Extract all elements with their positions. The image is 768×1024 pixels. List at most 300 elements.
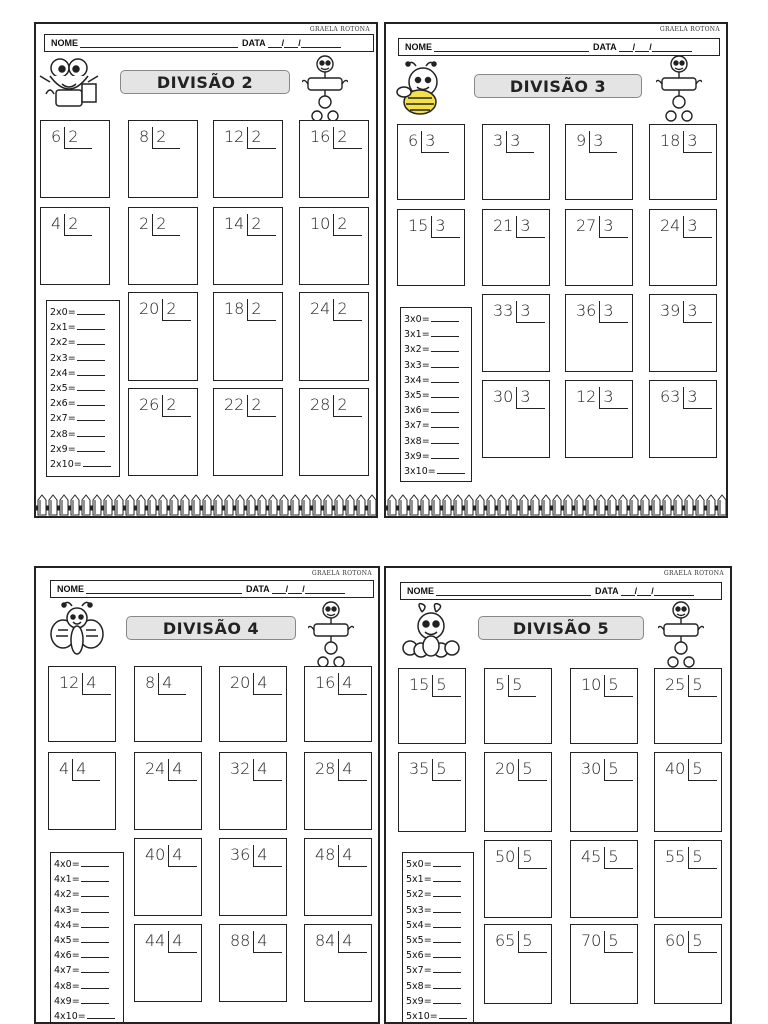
table-row xyxy=(406,918,470,933)
divisor: 4 xyxy=(253,931,281,953)
dividend: 27 xyxy=(576,216,597,235)
robot-girl-icon xyxy=(38,54,100,115)
division-problem-box[interactable] xyxy=(397,124,465,200)
dividend: 88 xyxy=(230,931,251,950)
table-row-label: 4x3= xyxy=(54,904,80,916)
answer-line[interactable] xyxy=(437,465,465,474)
date-month-line[interactable] xyxy=(281,38,298,48)
division-problem-box[interactable] xyxy=(304,666,372,742)
dividend: 15 xyxy=(409,675,430,694)
table-row xyxy=(54,903,120,918)
dividend: 30 xyxy=(493,387,514,406)
division-expression xyxy=(495,931,547,953)
multiplication-table xyxy=(400,307,472,482)
table-row xyxy=(50,381,116,396)
divisor: 4 xyxy=(72,759,100,781)
table-row-label: 5x3= xyxy=(406,904,432,916)
answer-line[interactable] xyxy=(431,313,459,322)
table-row-label: 5x2= xyxy=(406,889,432,901)
name-line[interactable] xyxy=(436,586,591,596)
robot-answer-icon xyxy=(656,54,702,129)
division-expression xyxy=(310,395,362,417)
division-problem-box[interactable] xyxy=(299,207,369,285)
divisor: 2 xyxy=(333,299,361,321)
dividend: 8 xyxy=(139,127,150,146)
division-problem-box[interactable] xyxy=(219,752,287,830)
division-problem-box[interactable] xyxy=(134,666,202,742)
division-problem-box[interactable] xyxy=(219,924,287,1002)
dividend: 48 xyxy=(315,845,336,864)
answer-line[interactable] xyxy=(439,1010,467,1019)
dividend: 39 xyxy=(660,301,681,320)
table-row-label: 3x2= xyxy=(404,344,430,356)
dividend: 3 xyxy=(493,131,504,150)
dividend: 5 xyxy=(495,675,506,694)
division-problem-box[interactable] xyxy=(134,752,202,830)
answer-line[interactable] xyxy=(433,919,461,928)
answer-line[interactable] xyxy=(81,919,109,928)
pencil-border-decoration xyxy=(386,494,726,516)
dividend: 20 xyxy=(230,673,251,692)
table-row xyxy=(50,351,116,366)
date-label: DATA xyxy=(246,584,270,594)
table-row xyxy=(404,312,468,327)
answer-line[interactable] xyxy=(433,934,461,943)
division-problem-box[interactable] xyxy=(654,668,722,744)
division-expression xyxy=(139,395,191,417)
table-row-label: 3x7= xyxy=(404,420,430,432)
answer-line[interactable] xyxy=(81,888,109,897)
table-row-label: 3x5= xyxy=(404,390,430,402)
answer-line[interactable] xyxy=(431,389,459,398)
division-expression xyxy=(145,673,186,695)
division-problem-box[interactable] xyxy=(482,294,550,372)
date-separator: / xyxy=(298,38,301,48)
division-problem-box[interactable] xyxy=(128,388,198,476)
division-expression xyxy=(581,931,633,953)
table-row-label: 2x6= xyxy=(50,398,76,410)
table-row xyxy=(54,857,120,872)
table-row xyxy=(50,396,116,411)
table-row xyxy=(406,872,470,887)
division-problem-box[interactable] xyxy=(213,120,283,198)
date-label: DATA xyxy=(242,38,266,48)
table-row-label: 3x3= xyxy=(404,359,430,371)
division-problem-box[interactable] xyxy=(649,380,717,458)
division-problem-box[interactable] xyxy=(304,752,372,830)
table-row xyxy=(54,948,120,963)
division-problem-box[interactable] xyxy=(649,209,717,286)
date-year-line[interactable] xyxy=(652,42,692,52)
date-year-line[interactable] xyxy=(305,584,345,594)
dividend: 84 xyxy=(315,931,336,950)
dividend: 18 xyxy=(224,299,245,318)
division-expression xyxy=(224,127,276,149)
answer-line[interactable] xyxy=(87,1010,115,1019)
divisor: 3 xyxy=(506,131,534,153)
dividend: 10 xyxy=(581,675,602,694)
division-problem-box[interactable] xyxy=(484,840,552,918)
dividend: 6 xyxy=(51,127,62,146)
division-expression xyxy=(660,216,712,238)
table-row xyxy=(404,418,468,433)
answer-line[interactable] xyxy=(77,367,105,376)
division-expression xyxy=(230,759,282,781)
table-row-label: 5x10= xyxy=(406,1011,438,1023)
divisor: 4 xyxy=(338,759,366,781)
answer-line[interactable] xyxy=(433,949,461,958)
divisor: 5 xyxy=(604,847,632,869)
answer-line[interactable] xyxy=(431,450,459,459)
division-problem-box[interactable] xyxy=(134,838,202,916)
divisor: 3 xyxy=(516,216,544,238)
division-problem-box[interactable] xyxy=(484,668,552,744)
caterpillar-icon xyxy=(400,602,462,665)
division-problem-box[interactable] xyxy=(299,120,369,198)
division-expression xyxy=(51,127,92,149)
pencil-border-decoration xyxy=(36,494,376,516)
answer-line[interactable] xyxy=(431,419,459,428)
dividend: 44 xyxy=(145,931,166,950)
dividend: 35 xyxy=(409,759,430,778)
answer-line[interactable] xyxy=(77,397,105,406)
division-problem-box[interactable] xyxy=(570,752,638,832)
table-row xyxy=(404,403,468,418)
divisor: 3 xyxy=(589,131,617,153)
division-problem-box[interactable] xyxy=(134,924,202,1002)
division-problem-box[interactable] xyxy=(213,207,283,285)
dividend: 65 xyxy=(495,931,516,950)
division-problem-box[interactable] xyxy=(484,924,552,1004)
division-problem-box[interactable] xyxy=(654,840,722,918)
robot-answer-icon xyxy=(308,600,354,675)
table-row xyxy=(54,933,120,948)
division-problem-box[interactable] xyxy=(299,292,369,381)
divisor: 4 xyxy=(253,845,281,867)
divisor: 3 xyxy=(683,387,711,409)
answer-line[interactable] xyxy=(431,404,459,413)
division-problem-box[interactable] xyxy=(304,924,372,1002)
division-expression xyxy=(315,845,367,867)
divisor: 2 xyxy=(64,127,92,149)
answer-line[interactable] xyxy=(433,873,461,882)
division-problem-box[interactable] xyxy=(299,388,369,476)
division-expression xyxy=(310,299,362,321)
answer-line[interactable] xyxy=(77,352,105,361)
division-problem-box[interactable] xyxy=(398,668,466,744)
date-day-line[interactable] xyxy=(272,584,286,594)
divisor: 5 xyxy=(518,847,546,869)
divisor: 2 xyxy=(152,127,180,149)
table-row-label: 4x9= xyxy=(54,995,80,1007)
divisor: 3 xyxy=(599,301,627,323)
answer-line[interactable] xyxy=(431,328,459,337)
dividend: 10 xyxy=(310,214,331,233)
table-row-label: 5x1= xyxy=(406,874,432,886)
answer-line[interactable] xyxy=(433,995,461,1004)
answer-line[interactable] xyxy=(81,964,109,973)
date-month-line[interactable] xyxy=(632,42,649,52)
table-row-label: 2x3= xyxy=(50,352,76,364)
divisor: 4 xyxy=(168,759,196,781)
dividend: 50 xyxy=(495,847,516,866)
division-expression xyxy=(493,131,534,153)
dividend: 15 xyxy=(408,216,429,235)
division-problem-box[interactable] xyxy=(398,752,466,832)
division-expression xyxy=(576,131,617,153)
divisor: 3 xyxy=(431,216,459,238)
division-problem-box[interactable] xyxy=(48,666,116,742)
name-line[interactable] xyxy=(80,38,238,48)
worksheet-sheet xyxy=(34,566,380,1024)
division-expression xyxy=(408,216,460,238)
dividend: 25 xyxy=(665,675,686,694)
dividend: 14 xyxy=(224,214,245,233)
division-expression xyxy=(493,387,545,409)
author-signature: GRAELA ROTONA xyxy=(659,26,720,33)
divisor: 3 xyxy=(516,301,544,323)
dividend: 4 xyxy=(51,214,62,233)
division-expression xyxy=(224,395,276,417)
division-problem-box[interactable] xyxy=(570,840,638,918)
division-problem-box[interactable] xyxy=(40,207,110,285)
division-expression xyxy=(315,673,367,695)
author-signature: GRAELA ROTONA xyxy=(309,26,370,33)
answer-line[interactable] xyxy=(77,336,105,345)
multiplication-table xyxy=(402,852,474,1024)
divisor: 4 xyxy=(168,931,196,953)
division-problem-box[interactable] xyxy=(565,294,633,372)
division-expression xyxy=(495,759,547,781)
date-month-line[interactable] xyxy=(634,586,651,596)
answer-line[interactable] xyxy=(433,964,461,973)
date-separator: / xyxy=(281,38,285,48)
table-row-label: 4x2= xyxy=(54,889,80,901)
answer-line[interactable] xyxy=(81,934,109,943)
table-row-label: 3x8= xyxy=(404,435,430,447)
author-signature: GRAELA ROTONA xyxy=(311,570,372,577)
division-expression xyxy=(224,299,276,321)
division-expression xyxy=(576,301,628,323)
answer-line[interactable] xyxy=(433,888,461,897)
answer-line[interactable] xyxy=(81,995,109,1004)
division-problem-box[interactable] xyxy=(48,752,116,830)
divisor: 2 xyxy=(333,127,361,149)
dividend: 36 xyxy=(230,845,251,864)
division-expression xyxy=(310,127,362,149)
bee-icon xyxy=(396,58,450,123)
dividend: 18 xyxy=(660,131,681,150)
divisor: 3 xyxy=(683,301,711,323)
dividend: 30 xyxy=(581,759,602,778)
table-row xyxy=(54,994,120,1009)
divisor: 3 xyxy=(421,131,449,153)
worksheet-sheet xyxy=(384,22,728,518)
robot-answer-icon xyxy=(658,600,704,675)
answer-line[interactable] xyxy=(81,980,109,989)
division-expression xyxy=(224,214,276,236)
division-problem-box[interactable] xyxy=(128,120,198,198)
table-row xyxy=(50,320,116,335)
dividend: 24 xyxy=(145,759,166,778)
date-separator: / xyxy=(285,584,289,594)
date-day-line[interactable] xyxy=(621,586,635,596)
date-day-line[interactable] xyxy=(619,42,633,52)
answer-line[interactable] xyxy=(431,435,459,444)
date-separator: / xyxy=(302,584,305,594)
division-problem-box[interactable] xyxy=(565,124,633,200)
worksheet-title: DIVISÃO 5 xyxy=(478,616,644,640)
division-problem-box[interactable] xyxy=(482,209,550,286)
division-problem-box[interactable] xyxy=(654,752,722,832)
dividend: 9 xyxy=(576,131,587,150)
division-expression xyxy=(581,759,633,781)
butterfly-icon xyxy=(50,600,104,663)
division-problem-box[interactable] xyxy=(219,838,287,916)
answer-line[interactable] xyxy=(433,980,461,989)
divisor: 4 xyxy=(253,759,281,781)
division-expression xyxy=(408,131,449,153)
division-problem-box[interactable] xyxy=(128,292,198,381)
worksheet-sheet xyxy=(34,22,378,518)
table-row xyxy=(54,887,120,902)
division-problem-box[interactable] xyxy=(482,380,550,458)
division-problem-box[interactable] xyxy=(40,120,110,198)
answer-line[interactable] xyxy=(431,343,459,352)
division-problem-box[interactable] xyxy=(482,124,550,200)
answer-line[interactable] xyxy=(81,858,109,867)
date-day-line[interactable] xyxy=(268,38,282,48)
table-row-label: 5x6= xyxy=(406,950,432,962)
table-row-label: 4x1= xyxy=(54,874,80,886)
divisor: 5 xyxy=(508,675,536,697)
answer-line[interactable] xyxy=(431,359,459,368)
division-problem-box[interactable] xyxy=(213,388,283,476)
answer-line[interactable] xyxy=(77,412,105,421)
answer-line[interactable] xyxy=(431,374,459,383)
worksheet-sheet xyxy=(384,566,732,1024)
table-row-label: 2x8= xyxy=(50,428,76,440)
table-row-label: 5x8= xyxy=(406,980,432,992)
table-row xyxy=(404,327,468,342)
division-expression xyxy=(59,759,100,781)
name-date-bar xyxy=(44,34,374,52)
answer-line[interactable] xyxy=(77,306,105,315)
answer-line[interactable] xyxy=(81,873,109,882)
robot-answer-icon xyxy=(302,54,348,129)
division-problem-box[interactable] xyxy=(649,294,717,372)
dividend: 21 xyxy=(493,216,514,235)
table-row xyxy=(50,427,116,442)
dividend: 40 xyxy=(665,759,686,778)
name-line[interactable] xyxy=(434,42,589,52)
table-row xyxy=(406,1009,470,1024)
division-problem-box[interactable] xyxy=(565,380,633,458)
division-expression xyxy=(230,673,282,695)
date-label: DATA xyxy=(593,42,617,52)
dividend: 33 xyxy=(493,301,514,320)
date-year-line[interactable] xyxy=(301,38,341,48)
date-year-line[interactable] xyxy=(654,586,694,596)
division-expression xyxy=(315,759,367,781)
answer-line[interactable] xyxy=(77,382,105,391)
divisor: 2 xyxy=(247,299,275,321)
table-row-label: 5x4= xyxy=(406,919,432,931)
divisor: 3 xyxy=(683,131,711,153)
division-problem-box[interactable] xyxy=(649,124,717,200)
division-problem-box[interactable] xyxy=(128,207,198,285)
division-problem-box[interactable] xyxy=(570,924,638,1004)
division-problem-box[interactable] xyxy=(397,209,465,286)
name-date-bar xyxy=(50,580,374,598)
divisor: 5 xyxy=(604,675,632,697)
answer-line[interactable] xyxy=(83,458,111,467)
date-separator: / xyxy=(651,586,654,596)
name-date-bar xyxy=(400,582,722,600)
date-month-line[interactable] xyxy=(285,584,302,594)
division-problem-box[interactable] xyxy=(213,292,283,381)
answer-line[interactable] xyxy=(77,428,105,437)
answer-line[interactable] xyxy=(77,321,105,330)
dividend: 2 xyxy=(139,214,150,233)
division-problem-box[interactable] xyxy=(484,752,552,832)
dividend: 28 xyxy=(310,395,331,414)
table-row xyxy=(404,434,468,449)
worksheet-title: DIVISÃO 3 xyxy=(474,74,642,98)
table-row-label: 4x10= xyxy=(54,1011,86,1023)
division-problem-box[interactable] xyxy=(304,838,372,916)
table-row-label: 4x7= xyxy=(54,965,80,977)
date-separator: / xyxy=(632,42,636,52)
dividend: 22 xyxy=(224,395,245,414)
divisor: 5 xyxy=(688,847,716,869)
dividend: 24 xyxy=(310,299,331,318)
answer-line[interactable] xyxy=(433,858,461,867)
divisor: 4 xyxy=(168,845,196,867)
name-line[interactable] xyxy=(86,584,242,594)
division-expression xyxy=(145,845,197,867)
division-expression xyxy=(230,845,282,867)
table-row-label: 2x10= xyxy=(50,459,82,471)
division-expression xyxy=(139,214,180,236)
table-row xyxy=(54,918,120,933)
dividend: 20 xyxy=(495,759,516,778)
division-problem-box[interactable] xyxy=(570,668,638,744)
table-row xyxy=(50,457,116,472)
table-row-label: 2x7= xyxy=(50,413,76,425)
division-problem-box[interactable] xyxy=(565,209,633,286)
division-expression xyxy=(495,847,547,869)
divisor: 3 xyxy=(599,216,627,238)
answer-line[interactable] xyxy=(433,904,461,913)
divisor: 2 xyxy=(64,214,92,236)
table-row-label: 3x10= xyxy=(404,466,436,478)
answer-line[interactable] xyxy=(81,904,109,913)
divisor: 5 xyxy=(518,931,546,953)
division-expression xyxy=(315,931,367,953)
divisor: 5 xyxy=(688,931,716,953)
answer-line[interactable] xyxy=(81,949,109,958)
division-problem-box[interactable] xyxy=(654,924,722,1004)
table-row-label: 3x4= xyxy=(404,374,430,386)
answer-line[interactable] xyxy=(77,443,105,452)
division-problem-box[interactable] xyxy=(219,666,287,742)
divisor: 2 xyxy=(247,127,275,149)
division-expression xyxy=(59,673,111,695)
divisor: 4 xyxy=(158,673,186,695)
table-row xyxy=(406,979,470,994)
table-row xyxy=(404,342,468,357)
